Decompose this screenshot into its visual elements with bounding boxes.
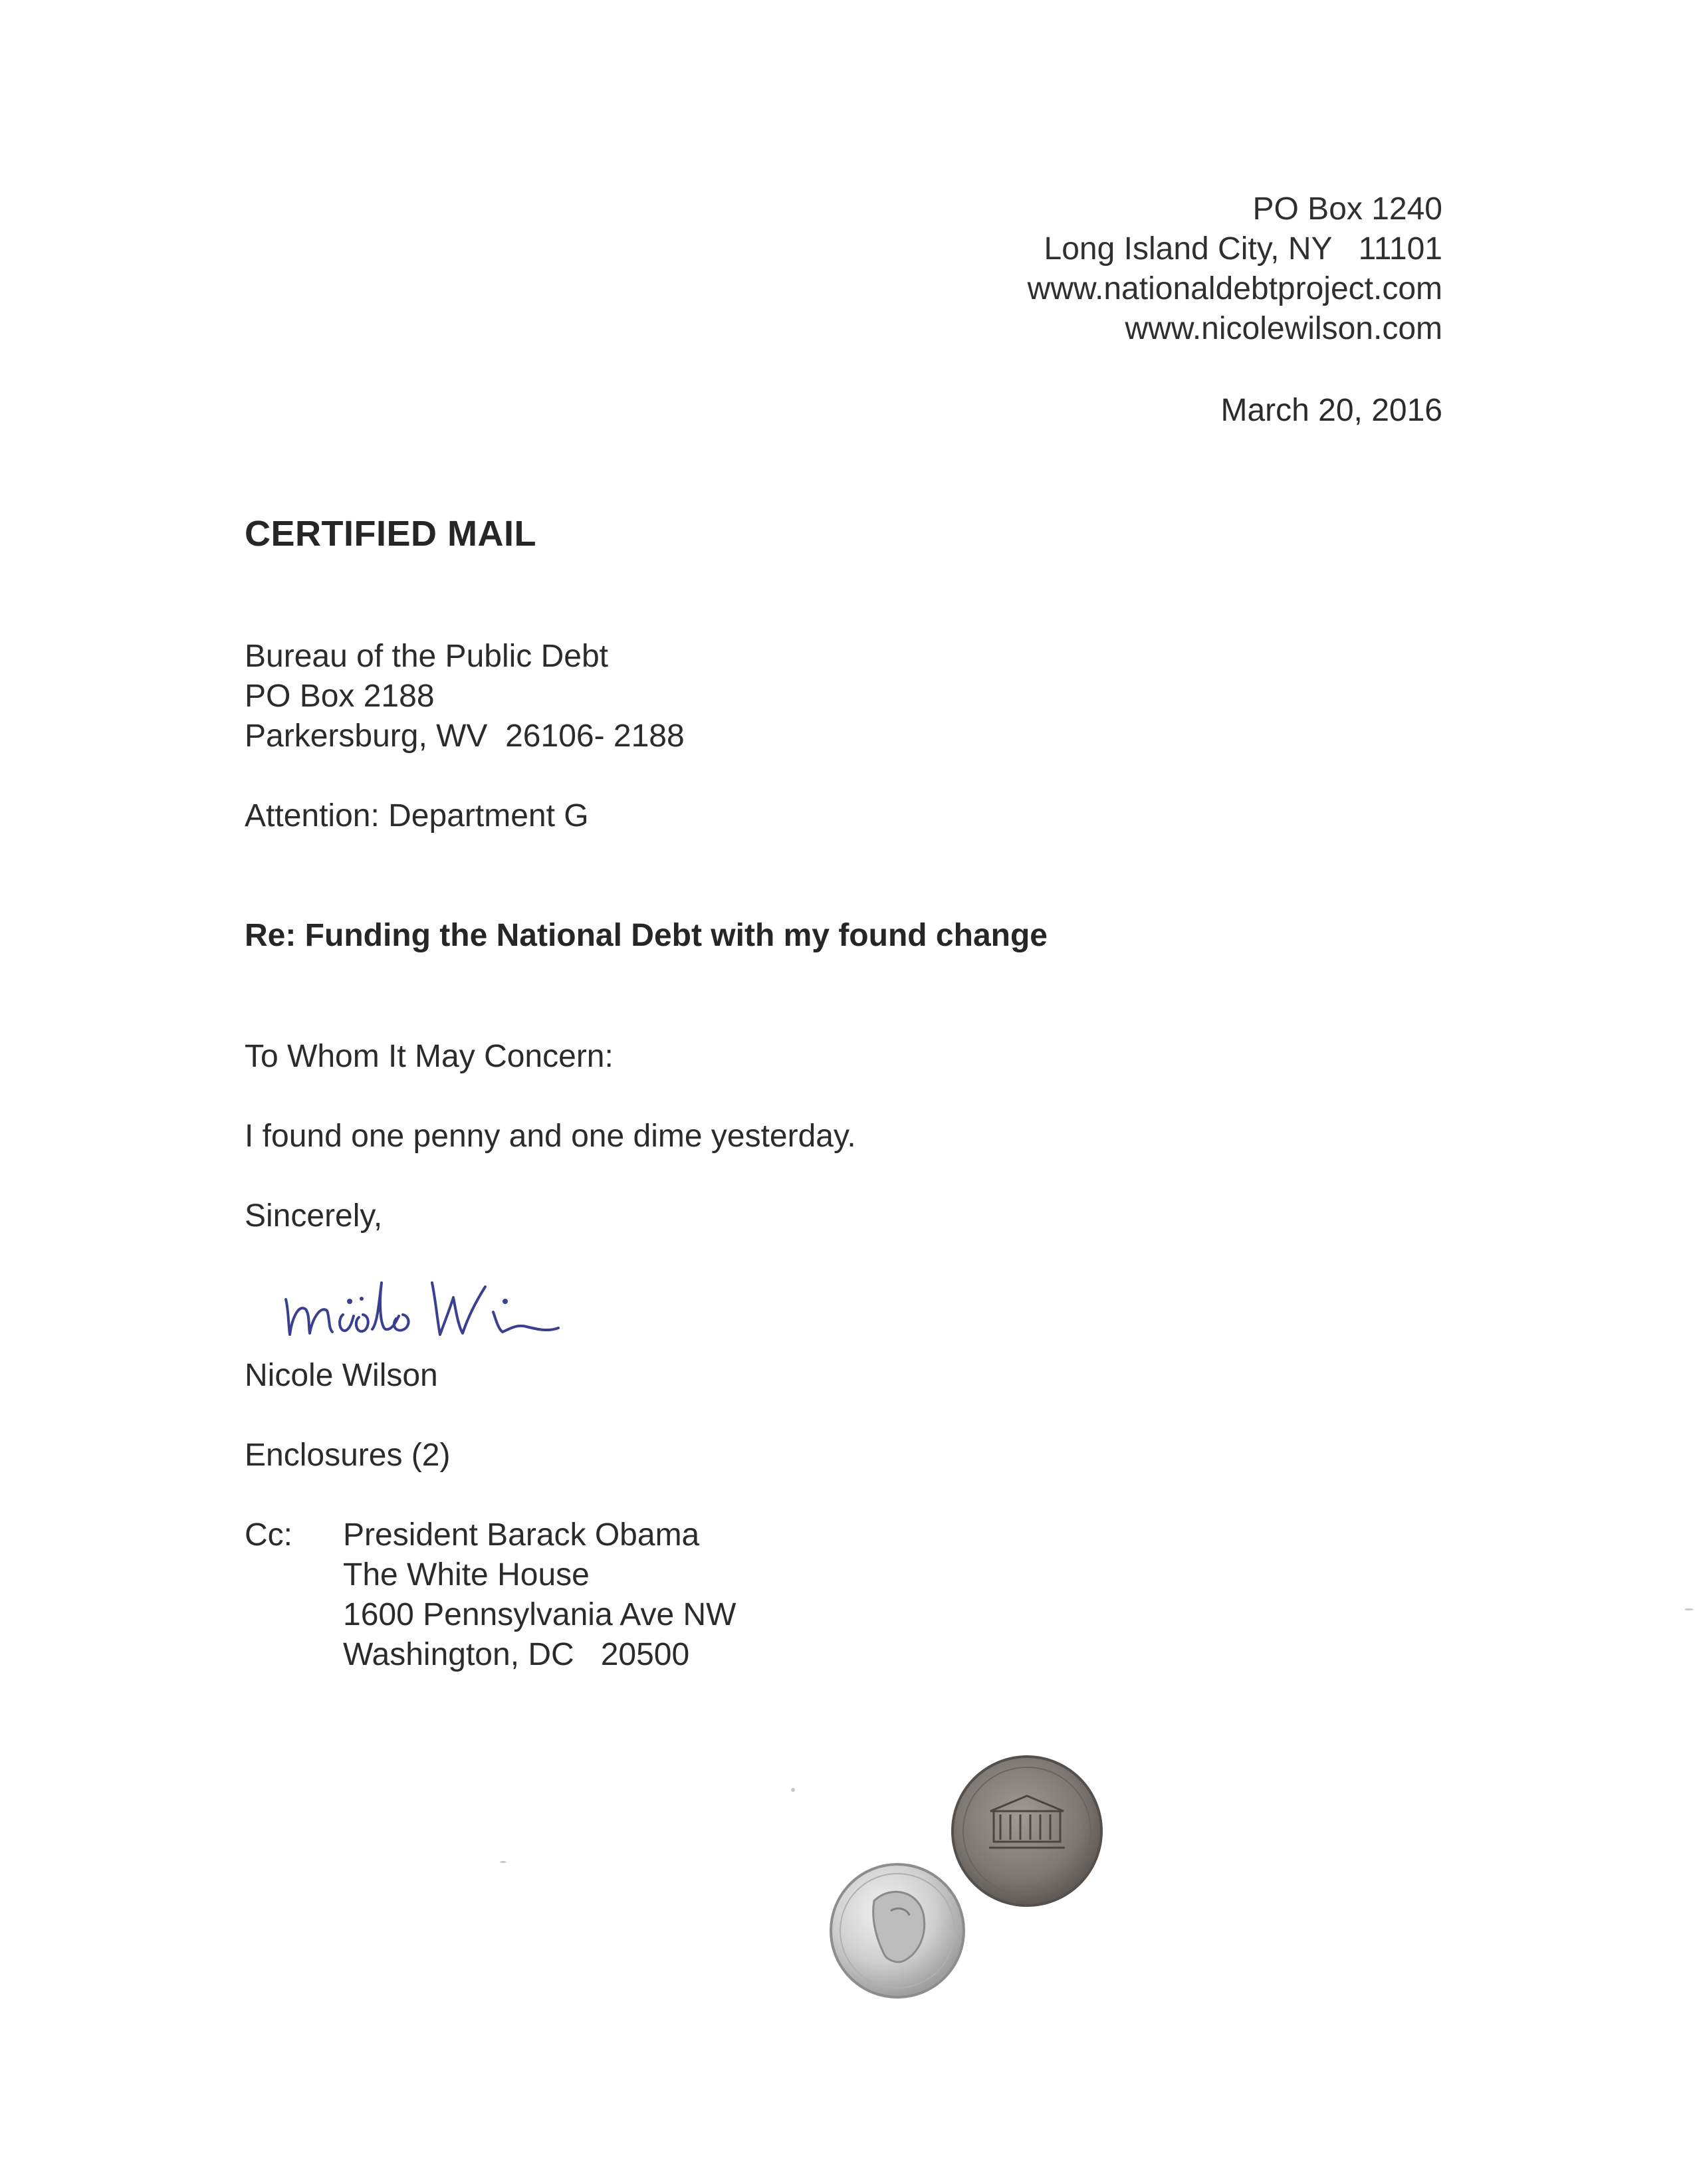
signer-name: Nicole Wilson bbox=[245, 1358, 438, 1393]
enclosed-coins bbox=[798, 1741, 1130, 2020]
salutation: To Whom It May Concern: bbox=[245, 1039, 614, 1074]
sender-city-state-zip: Long Island City, NY 11101 bbox=[1044, 231, 1442, 267]
letter-body: I found one penny and one dime yesterday. bbox=[245, 1119, 856, 1154]
certified-mail-heading: CERTIFIED MAIL bbox=[245, 514, 536, 554]
recipient-city-state-zip: Parkersburg, WV 26106- 2188 bbox=[245, 718, 685, 754]
recipient-po-box: PO Box 2188 bbox=[245, 679, 435, 714]
attention-line: Attention: Department G bbox=[245, 798, 589, 833]
scan-speck bbox=[500, 1861, 507, 1863]
scan-speck bbox=[1684, 1608, 1694, 1610]
penny-coin-icon bbox=[953, 1757, 1101, 1906]
cc-city-state-zip: Washington, DC 20500 bbox=[343, 1637, 690, 1672]
recipient-address bbox=[245, 637, 685, 756]
letter-date: March 20, 2016 bbox=[1220, 393, 1442, 428]
cc-name: President Barack Obama bbox=[343, 1517, 700, 1553]
cc-street: 1600 Pennsylvania Ave NW bbox=[343, 1597, 736, 1632]
recipient-name: Bureau of the Public Debt bbox=[245, 639, 609, 674]
scan-speck bbox=[791, 1788, 795, 1792]
cc-label: Cc: bbox=[245, 1517, 292, 1553]
cc-building: The White House bbox=[343, 1557, 590, 1592]
sender-website-personal: www.nicolewilson.com bbox=[1125, 311, 1442, 346]
subject-line: Re: Funding the National Debt with my found change bbox=[245, 918, 1048, 953]
dime-coin-icon bbox=[831, 1864, 964, 1997]
handwritten-signature-icon bbox=[279, 1263, 585, 1349]
enclosures-note: Enclosures (2) bbox=[245, 1438, 451, 1473]
sender-address bbox=[1028, 189, 1442, 349]
closing: Sincerely, bbox=[245, 1198, 383, 1234]
sender-po-box: PO Box 1240 bbox=[1252, 191, 1442, 227]
cc-address bbox=[343, 1515, 736, 1675]
sender-website-project: www.nationaldebtproject.com bbox=[1027, 271, 1442, 306]
